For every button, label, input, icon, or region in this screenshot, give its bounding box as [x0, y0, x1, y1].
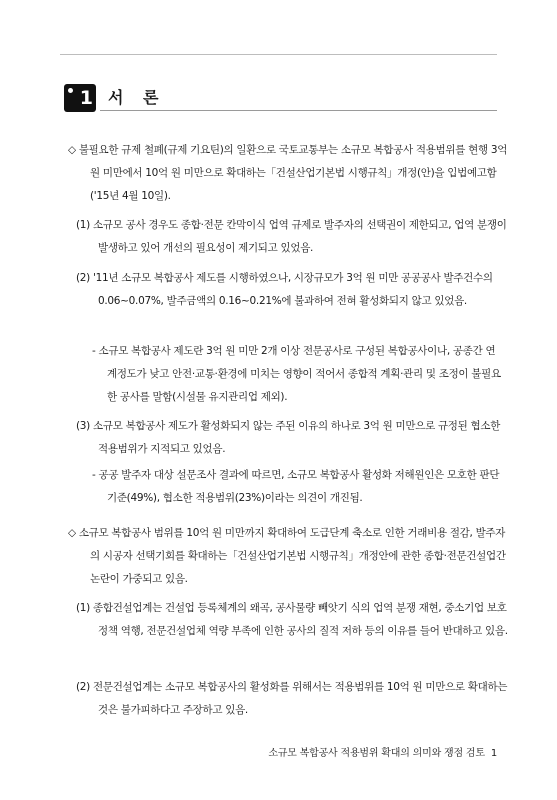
header-rule — [60, 54, 497, 55]
page-footer — [60, 744, 497, 759]
running-title: 소규모 복합공사 적용범위 확대의 의미와 쟁점 검토 — [268, 748, 485, 759]
dash-marker: - — [92, 469, 96, 481]
section-number: 1 — [79, 87, 93, 109]
paragraph-text: 종합건설업계는 건설업 등록체계의 왜곡, 공사물량 빼앗기 식의 업역 분쟁 재현, 중소기업 보호정책 역행, 전문건설업체 역량 부족에 인한 공사의 질적 저하 등의 이유를 들어 반대하고 있음. — [93, 602, 508, 637]
page-number: 1 — [490, 748, 497, 759]
section-title: 서 론 — [108, 88, 166, 107]
section-title-underline — [100, 110, 497, 111]
item-number: (2) — [76, 272, 90, 284]
diamond-paragraph — [68, 522, 510, 591]
dash-sub-paragraph — [92, 340, 503, 409]
numbered-paragraph — [76, 267, 510, 313]
diamond-icon: ◇ — [68, 527, 76, 539]
numbered-paragraph — [76, 676, 510, 722]
badge-dot-icon — [68, 88, 73, 93]
paragraph-text: 불필요한 규제 철폐(규제 기요틴)의 일환으로 국토교통부는 소규모 복합공사 적용범위를 현행 3억 원 미만에서 10억 원 미만으로 확대하는「건설산업기본법 시행규칙」개정(안)을 입법예고함('15년 4월 10일). — [78, 144, 508, 202]
item-number: (1) — [76, 602, 90, 614]
paragraph-text: 소규모 복합공사 제도란 3억 원 미만 2개 이상 전문공사로 구성된 복합공사이나, 공종간 연계정도가 낮고 안전·교통·환경에 미치는 영향이 적어서 종합적 계획·관리 및 조정이 불필요한 공사를 말함(시설물 유지관리업 제외). — [98, 345, 501, 403]
paragraph-text: 소규모 공사 경우도 종합·전문 칸막이식 업역 규제로 발주자의 선택권이 제한되고, 업역 분쟁이 발생하고 있어 개선의 필요성이 제기되고 있었음. — [93, 219, 507, 254]
section-number-badge — [64, 84, 96, 112]
numbered-paragraph — [76, 415, 510, 461]
item-number: (2) — [76, 681, 90, 693]
item-number: (3) — [76, 420, 90, 432]
paragraph-text: 공공 발주자 대상 설문조사 결과에 따르면, 소규모 복합공사 활성화 저해원인은 모호한 판단기준(49%), 협소한 적용범위(23%)이라는 의견이 개진됨. — [98, 469, 500, 504]
paragraph-text: 소규모 복합공사 제도가 활성화되지 않는 주된 이유의 하나로 3억 원 미만으로 규정된 협소한 적용범위가 지적되고 있었음. — [93, 420, 501, 455]
diamond-icon: ◇ — [68, 144, 76, 156]
section-heading — [64, 84, 497, 112]
paragraph-text: 소규모 복합공사 범위를 10억 원 미만까지 확대하여 도급단계 축소로 인한 거래비용 절감, 발주자의 시공자 선택기회를 확대하는「건설산업기본법 시행규칙」개정안에 관한 종합·전문건설업간 논란이 가중되고 있음. — [78, 527, 506, 585]
diamond-paragraph — [68, 139, 510, 208]
paragraph-text: 전문건설업계는 소규모 복합공사의 활성화를 위해서는 적용범위를 10억 원 미만으로 확대하는 것은 불가피하다고 주장하고 있음. — [93, 681, 508, 716]
dash-sub-paragraph — [92, 464, 503, 510]
numbered-paragraph — [76, 597, 510, 643]
numbered-paragraph — [76, 214, 510, 260]
item-number: (1) — [76, 219, 90, 231]
paragraph-text: '11년 소규모 복합공사 제도를 시행하였으나, 시장규모가 3억 원 미만 공공공사 발주건수의 0.06~0.07%, 발주금액의 0.16~0.21%에 불과하여 전혀 활성화되지 않고 있었음. — [93, 272, 493, 307]
dash-marker: - — [92, 345, 96, 357]
